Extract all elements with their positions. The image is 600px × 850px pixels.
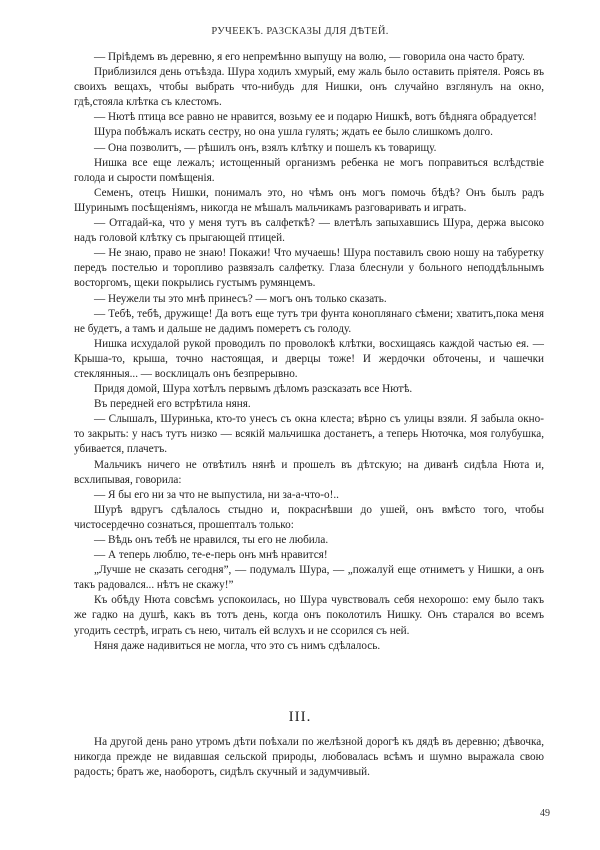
paragraph: Нишка исхудалой рукой проводилъ по проволокѣ клѣтки, восхищаясь каждой частью ея. — Крыша-то, крыша, точно настоящая, и дверцы тоже! И жердочки обточены, и чашечки стеклянныя... — восклицалъ онъ безпрерывно. — [74, 337, 544, 380]
paragraph: Шурѣ вдругъ сдѣлалось стыдно и, покраснѣвши до ушей, онъ вмѣсто того, чтобы чистосердечно сознаться, прошепталъ только: — [74, 503, 544, 531]
paragraph: „Лучше не сказать сегодня”, — подумалъ Шура, — „пожалуй еще отниметъ у Нишки, а онъ такъ радовался... нѣтъ не скажу!” — [74, 564, 544, 592]
body-text — [74, 50, 544, 654]
paragraph: Придя домой, Шура хотѣлъ первымъ дѣломъ разсказать все Нютѣ. — [94, 383, 413, 396]
paragraph: — Она позволитъ, — рѣшилъ онъ, взялъ клѣтку и пошелъ къ товарищу. — [94, 141, 437, 154]
paragraph: — Отгадай-ка, что у меня тутъ въ салфеткѣ? — влетѣлъ запыхавшись Шура, держа высоко надъ головой клѣтку съ прыгающей птицей. — [74, 217, 544, 245]
paragraph: Няня даже надивиться не могла, что это съ нимъ сдѣлалось. — [94, 639, 381, 652]
paragraph: — Я бы его ни за что не выпустила, ни за-а-что-о!.. — [94, 488, 339, 501]
paragraph: — Слышалъ, Шуринька, кто-то унесъ съ окна клеста; вѣрно съ улицы взяли. Я забыла окно-то закрыть: у насъ тутъ низко — всякій мальчишка достанетъ, а теперь Нюточка, моя голубушка, убивается, плачетъ. — [74, 413, 544, 456]
paragraph: — Нютѣ птица все равно не нравится, возьму ее и подарю Нишкѣ, вотъ бѣдняга обрадуется! — [94, 111, 537, 124]
paragraph: Къ обѣду Нюта совсѣмъ успокоилась, но Шура чувствовалъ себя нехорошо: ему было такъ же гадко на душѣ, какъ въ тотъ день, когда онъ поколотилъ Нишку. Онъ старался во всемъ угодить сестрѣ, играть съ нею, читалъ ей вслухъ и не ссорился съ ней. — [74, 594, 544, 637]
chapter-heading: III. — [288, 709, 312, 725]
paragraph: — Не знаю, право не знаю! Покажи! Что мучаешь! Шура поставилъ свою ношу на табуретку передъ постелью и торопливо развязалъ салфетку. Глаза блеснули у больного неподдѣльнымъ восторгомъ, щеки покрылись густымъ румянцемъ. — [74, 247, 544, 290]
paragraph: — Пріѣдемъ въ деревню, я его непремѣнно выпущу на волю, — говорила она часто брату. — [94, 51, 525, 63]
paragraph: — Вѣдь онъ тебѣ не нравился, ты его не любила. — [94, 534, 329, 546]
paragraph: Приблизился день отъѣзда. Шура ходилъ хмурый, ему жаль было оставить пріятеля. Роясь въ своихъ вещахъ, чтобы выбрать что-нибудь для Нишки, онъ случайно взглянулъ на окно, гдѣ,стояла клѣтка съ клестомъ. — [74, 66, 544, 109]
paragraph: Мальчикъ ничего не отвѣтилъ нянѣ и прошелъ въ дѣтскую; на диванѣ сидѣла Нюта и, всхлипывая, говорила: — [74, 458, 544, 486]
running-head: РУЧЕЕКЪ. РАЗСКАЗЫ ДЛЯ ДѢТЕЙ. — [211, 26, 389, 37]
paragraph: — А теперь люблю, те-е-перь онъ мнѣ нравится! — [94, 549, 328, 562]
paragraph: Нишка все еще лежалъ; истощенный организмъ ребенка не могъ поправиться вслѣдствіе голода и сырости помѣщенія. — [74, 156, 544, 184]
chapter-text — [74, 735, 544, 780]
paragraph: Семенъ, отецъ Нишки, понималъ это, но чѣмъ онъ могъ помочь бѣдѣ? Онъ былъ радъ Шуринымъ посѣщеніямъ, никогда не мѣшалъ мальчикамъ разговаривать и играть. — [74, 186, 544, 214]
page-number: 49 — [540, 808, 550, 819]
paragraph: Въ передней его встрѣтила няня. — [94, 398, 251, 411]
paragraph: — Тебѣ, тебѣ, дружище! Да вотъ еще тутъ три фунта коноплянаго сѣмени; хватитъ,пока меня не будетъ, а тамъ и дальше не дадимъ померетъ съ голоду. — [74, 307, 544, 335]
paragraph: — Неужели ты это мнѣ принесъ? — могъ онъ только сказать. — [94, 292, 387, 305]
paragraph: На другой день рано утромъ дѣти поѣхали по желѣзной дорогѣ къ дядѣ въ деревню; дѣвочка, никогда прежде не видавшая сельской природы, любовалась всѣмъ и шумно выражала свою радость; братъ же, наоборотъ, сидѣлъ скучный и задумчивый. — [74, 736, 544, 779]
paragraph: Шура побѣжалъ искать сестру, но она ушла гулять; ждать ее было слишкомъ долго. — [94, 126, 493, 139]
